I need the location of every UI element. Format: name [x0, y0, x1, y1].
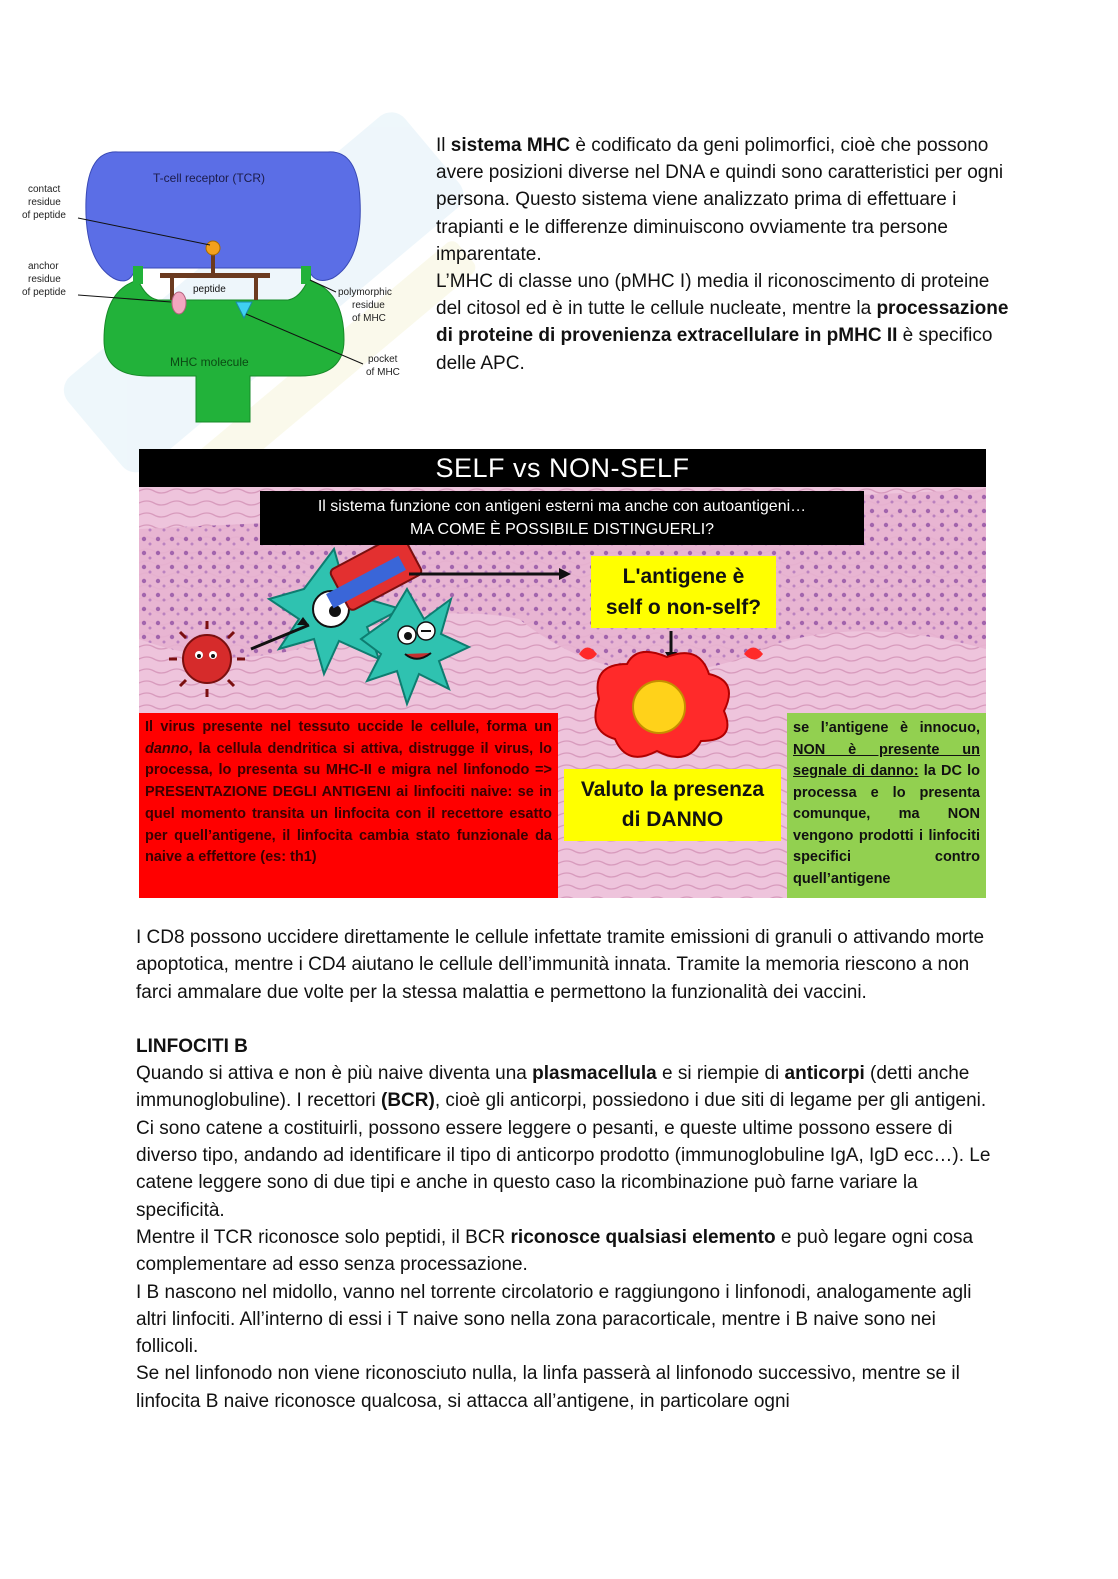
nonself-explanation-box: Il virus presente nel tessuto uccide le cellule, forma un danno, la cellula dendritica si attiva, distrugge il virus, lo processa, lo presenta su MHC-II e migra nel linfonodo => PRESENTAZIONE DEGLI ANTIGENI ai linfociti naive: se in quel momento transita un linfocita con il recettore esatto per quell’antigene, il linfocita cambia stato funzionale da naive a effettore (es: th1): [139, 713, 558, 898]
body-text: [136, 924, 996, 1415]
section-heading-linfociti-b: LINFOCITI B: [136, 1035, 248, 1057]
slide-subtitle: Il sistema funzione con antigeni esterni ma anche con autoantigeni… MA COME È POSSIBILE DISTINGUERLI?: [260, 491, 864, 545]
contact-residue-label-3: of peptide: [22, 210, 66, 221]
anchor-residue-label-1: anchor: [28, 261, 59, 272]
polymorphic-residue-label-3: of MHC: [352, 313, 386, 324]
self-vs-nonself-slide: [139, 449, 986, 898]
linfonodo-paragraph: Se nel linfonodo non viene riconosciuto nulla, la linfa passerà al linfonodo successivo, mentre se il linfocita B naive riconosce qualcosa, si attacca all’antigene, in particolare ogni: [136, 1363, 960, 1412]
plasmacellula-paragraph: Quando si attiva e non è più naive diventa una plasmacellula e si riempie di anticorpi (detti anche immunoglobuline). I recettori (BCR), cioè gli anticorpi, possiedono i due siti di legame per gli antigeni. Ci sono catene a costituirli, possono essere leggere o pesanti, e queste ultime possono essere di diverso tipo, andando ad identificare il tipo di anticorpo prodotto (immunoglobuline IgA, IgD ecc…). Le catene leggere sono di due tipi e anche in questo caso la ricombinazione può farne variare la specificità.: [136, 1063, 991, 1221]
polymorphic-residue-label-1: polymorphic: [338, 287, 392, 298]
pocket-label-2: of MHC: [366, 367, 400, 378]
mhc-molecule-label: MHC molecule: [170, 355, 249, 369]
tcr-label: T-cell receptor (TCR): [153, 171, 266, 185]
cd8-cd4-paragraph: I CD8 possono uccidere direttamente le cellule infettate tramite emissioni di granuli o attivando morte apoptotica, mentre i CD4 aiutano le cellule dell’immunità innata. Tramite la memoria riescono a non farci ammalare due volte per la stessa malattia e permettono la funzionalità dei vaccini.: [136, 927, 985, 1003]
damage-box: Valuto la presenza di DANNO: [564, 769, 781, 841]
question-box: L'antigene è self o non-self?: [591, 556, 776, 628]
contact-residue-label-2: residue: [28, 197, 61, 208]
anchor-residue-label-2: residue: [28, 274, 61, 285]
intro-paragraph: Il sistema MHC è codificato da geni polimorfici, cioè che possono avere posizioni diverse nel DNA e quindi sono caratteristici per ogni persona. Questo sistema viene analizzato prima di effettuare i trapianti e le differenze diminuiscono ovviamente tra persone imparentate. L’MHC di classe uno (pMHC I) media il riconoscimento di proteine del citosol ed è in tutte le cellule nucleate, mentre la processazione di proteine di provenienza extracellulare in pMHC II è specifico delle APC.: [436, 135, 1009, 374]
slide-title: SELF vs NON-SELF: [139, 449, 986, 487]
self-explanation-box: se l’antigene è innocuo, NON è presente un segnale di danno: la DC lo processa e lo presenta comunque, ma NON vengono prodotti i linfociti specifici contro quell’antigene: [787, 713, 986, 898]
tcr-bcr-paragraph: Mentre il TCR riconosce solo peptidi, il BCR riconosce qualsiasi elemento e può legare ogni cosa complementare ad esso senza processazione.: [136, 1226, 974, 1276]
pocket-label-1: pocket: [368, 354, 398, 365]
midollo-paragraph: I B nascono nel midollo, vanno nel torrente circolatorio e raggiungono i linfonodi, analogamente agli altri linfociti. All’interno di essi i T naive sono nella zona paracorticale, mentre i B naive sono nei follicoli.: [136, 1281, 972, 1358]
contact-residue-label-1: contact: [28, 184, 61, 195]
peptide-label: peptide: [193, 284, 226, 295]
mhc-tcr-figure: [18, 140, 418, 430]
polymorphic-residue-label-2: residue: [352, 300, 385, 311]
anchor-residue-label-3: of peptide: [22, 287, 66, 298]
